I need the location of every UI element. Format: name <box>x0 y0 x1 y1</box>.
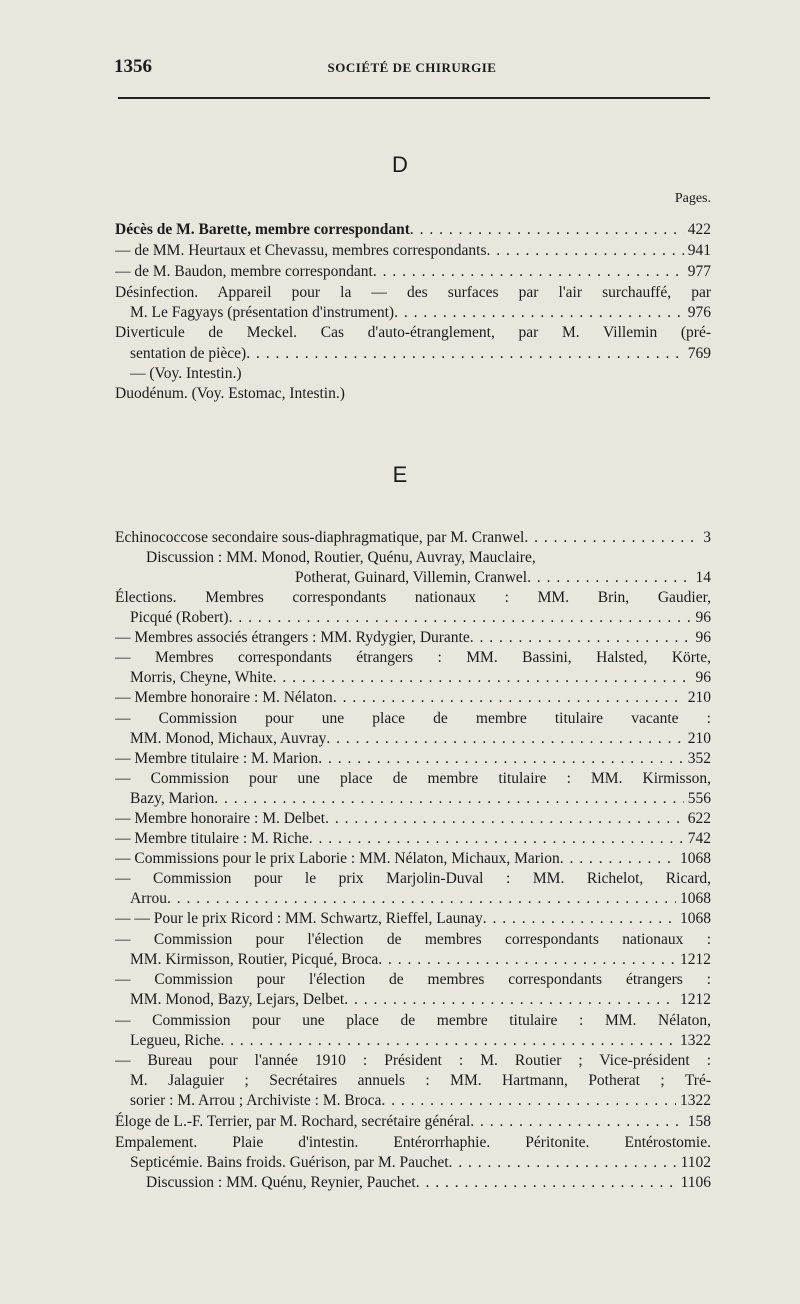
page-ref: 556 <box>684 789 711 809</box>
index-entry: — (Voy. Intestin.) <box>130 365 242 382</box>
page-ref: 96 <box>692 628 712 648</box>
index-entry: Désinfection. Appareil pour la — des surfaces par l'air surchauffé, par <box>115 284 711 301</box>
page-ref: 1068 <box>676 889 711 909</box>
index-entry: — de MM. Heurtaux et Chevassu, membres correspondants 941 . . . <box>115 241 711 261</box>
page-ref: 1212 <box>676 950 711 970</box>
index-entry: — Commission pour une place de membre titulaire : MM. Nélaton, <box>115 1012 711 1029</box>
index-entry: M. Le Fagyays (présentation d'instrument) 976 . . . <box>130 303 711 323</box>
page-ref: 941 <box>684 241 711 261</box>
index-entry: — Membres correspondants étrangers : MM. Bassini, Halsted, Körte, <box>115 649 711 666</box>
page-ref: 96 <box>692 608 712 628</box>
index-entry: MM. Monod, Bazy, Lejars, Delbet 1212 . . . <box>130 990 711 1010</box>
index-entry: — Membre honoraire : M. Nélaton 210 . . . <box>115 688 711 708</box>
page-ref: 769 <box>684 344 711 364</box>
page-number: 1356 <box>114 56 152 77</box>
index-entry: Arrou 1068 . . . <box>130 889 711 909</box>
index-entry: — — Pour le prix Ricord : MM. Schwartz, Rieffel, Launay 1068 . . . <box>115 909 711 929</box>
index-entry: — Commission pour une place de membre titulaire vacante : <box>115 710 711 727</box>
index-entry: Echinococcose secondaire sous-diaphragmatique, par M. Cranwel 3 . . . <box>115 528 711 548</box>
index-entry: — Commission pour le prix Marjolin-Duval : MM. Richelot, Ricard, <box>115 870 711 887</box>
page-ref: 1102 <box>677 1153 711 1173</box>
page-ref: 977 <box>684 262 711 282</box>
index-entry: Bazy, Marion 556 . . . <box>130 789 711 809</box>
page-ref: 1322 <box>676 1031 711 1051</box>
index-entry: Duodénum. (Voy. Estomac, Intestin.) <box>115 385 345 402</box>
index-entry: — Commissions pour le prix Laborie : MM. Nélaton, Michaux, Marion 1068 . . . <box>115 849 711 869</box>
index-entry: Discussion : MM. Monod, Routier, Quénu, Auvray, Mauclaire, <box>146 549 536 566</box>
page-header <box>114 56 710 86</box>
index-entry: M. Jalaguier ; Secrétaires annuels : MM. Hartmann, Potherat ; Tré- <box>130 1072 711 1089</box>
index-entry: — Membre titulaire : M. Marion 352 . . . <box>115 749 711 769</box>
index-entry: — Membre honoraire : M. Delbet 622 . . . <box>115 809 711 829</box>
index-entry: — Commission pour une place de membre titulaire : MM. Kirmisson, <box>115 770 711 787</box>
header-rule <box>118 97 710 99</box>
page-ref: 742 <box>684 829 711 849</box>
page-ref: 1068 <box>676 849 711 869</box>
page-ref: 14 <box>692 568 712 588</box>
index-entry: — Membre titulaire : M. Riche 742 . . . <box>115 829 711 849</box>
page-ref: 158 <box>684 1112 711 1132</box>
index-entry: Septicémie. Bains froids. Guérison, par M. Pauchet 1102 . . . <box>130 1153 711 1173</box>
page-ref: 422 <box>684 220 711 240</box>
index-entry: sorier : M. Arrou ; Archiviste : M. Broca 1322 . . . <box>130 1091 711 1111</box>
index-entry: Décès de M. Barette, membre correspondant 422 . . . <box>115 220 711 240</box>
page-ref: 352 <box>684 749 711 769</box>
index-entry: Legueu, Riche 1322 . . . <box>130 1031 711 1051</box>
index-entry: — de M. Baudon, membre correspondant 977 . . . <box>115 262 711 282</box>
page-ref: 96 <box>692 668 712 688</box>
section-letter-e: E <box>392 462 408 487</box>
page-ref: 1322 <box>676 1091 711 1111</box>
index-entry: — Commission pour l'élection de membres correspondants étrangers : <box>115 971 711 988</box>
index-entry: — Membres associés étrangers : MM. Rydygier, Durante 96 . . . <box>115 628 711 648</box>
index-entry: Éloge de L.-F. Terrier, par M. Rochard, secrétaire général 158 . . . <box>115 1112 711 1132</box>
index-entry: Empalement. Plaie d'intestin. Entérorrhaphie. Péritonite. Entérostomie. <box>115 1134 711 1151</box>
page-ref: 1212 <box>676 990 711 1010</box>
index-entry: Discussion : MM. Quénu, Reynier, Pauchet 1106 . . . <box>146 1173 711 1193</box>
pages-column-label: Pages. <box>674 191 711 206</box>
index-entry: Diverticule de Meckel. Cas d'auto-étranglement, par M. Villemin (pré- <box>115 324 711 341</box>
index-entry: Picqué (Robert) 96 . . . <box>130 608 711 628</box>
page-ref: 976 <box>684 303 711 323</box>
running-title: SOCIÉTÉ DE CHIRURGIE <box>327 60 497 75</box>
index-entry: MM. Kirmisson, Routier, Picqué, Broca 1212 . . . <box>130 950 711 970</box>
index-entry: Morris, Cheyne, White 96 . . . <box>130 668 711 688</box>
page-ref: 622 <box>684 809 711 829</box>
index-entry: — Bureau pour l'année 1910 : Président : M. Routier ; Vice-président : <box>115 1052 711 1069</box>
index-entry: MM. Monod, Michaux, Auvray 210 . . . <box>130 729 711 749</box>
index-entry: Élections. Membres correspondants nationaux : MM. Brin, Gaudier, <box>115 589 711 606</box>
section-letter-d: D <box>392 152 408 177</box>
page-ref: 3 <box>699 528 711 548</box>
index-entry: — Commission pour l'élection de membres correspondants nationaux : <box>115 931 711 948</box>
page-ref: 1068 <box>676 909 711 929</box>
index-entry: sentation de pièce) 769 . . . <box>130 344 711 364</box>
page-ref: 1106 <box>677 1173 711 1193</box>
page-ref: 210 <box>684 729 711 749</box>
index-entry: Potherat, Guinard, Villemin, Cranwel 14 . . . <box>295 568 711 588</box>
page-ref: 210 <box>684 688 711 708</box>
